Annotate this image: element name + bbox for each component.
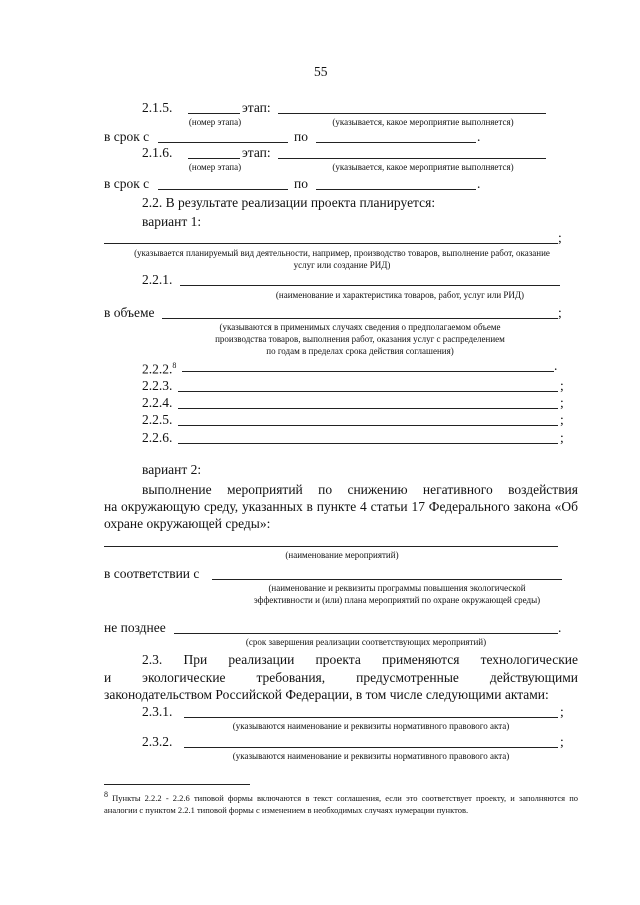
item-number: 2.2.5.	[142, 412, 173, 427]
blank-event[interactable]	[278, 158, 546, 159]
item-number: 2.2.1.	[142, 272, 173, 287]
blank-event[interactable]	[278, 113, 546, 114]
blank-volume[interactable]	[162, 318, 558, 319]
blank-item[interactable]	[178, 408, 558, 409]
blank-date-to[interactable]	[316, 142, 476, 143]
footnote-separator	[104, 784, 250, 785]
blank-item[interactable]	[178, 425, 558, 426]
blank-item[interactable]	[178, 443, 558, 444]
item-number: 2.2.2.$^8$	[142, 361, 177, 377]
term-from-label: в срок с	[104, 176, 150, 191]
section-2-3-text: 2.3. При реализации проекта применяются технологические	[142, 652, 578, 667]
hint-measures: (наименование мероприятий)	[285, 550, 399, 560]
section-2-3-text: законодательством Российской Федерации, в том числе следующими актами:	[104, 687, 549, 702]
hint-act: (указываются наименование и реквизиты нормативного правового акта)	[232, 721, 510, 731]
hint-act: (указываются наименование и реквизиты нормативного правового акта)	[232, 751, 510, 761]
variant-2-text: на окружающую среду, указанных в пункте 4 статьи 17 Федерального закона «Об	[104, 499, 578, 514]
hint-volume: (указываются в применимых случаях сведения о предполагаемом объеме	[219, 322, 501, 332]
hint-volume: по годам в пределах срока действия соглашения)	[266, 346, 454, 356]
blank-deadline[interactable]	[174, 633, 558, 634]
hint-volume: производства товаров, выполнения работ, оказания услуг с распределением	[215, 334, 505, 344]
blank-measures[interactable]	[104, 546, 558, 547]
hint-event: (указывается, какое мероприятие выполняется)	[332, 117, 514, 127]
semicolon: ;	[558, 305, 562, 320]
hint-activity: услуг или создание РИД)	[293, 260, 391, 270]
semicolon: ;	[560, 704, 564, 719]
blank-act[interactable]	[184, 747, 558, 748]
period: .	[554, 358, 558, 373]
item-number: 2.3.1.	[142, 704, 173, 719]
item-number: 2.2.4.	[142, 395, 173, 410]
item-number: 2.3.2.	[142, 734, 173, 749]
volume-label: в объеме	[104, 305, 155, 320]
period: .	[477, 129, 481, 144]
hint-stage-number: (номер этапа)	[188, 162, 242, 172]
footnote-mark: 8	[104, 790, 108, 799]
blank-activity[interactable]	[104, 243, 558, 244]
semicolon: ;	[560, 734, 564, 749]
hint-goods: (наименование и характеристика товаров, работ, услуг или РИД)	[275, 290, 525, 300]
semicolon: ;	[558, 230, 562, 245]
semicolon: ;	[560, 395, 564, 410]
footnote	[104, 789, 578, 816]
variant-2-text: выполнение мероприятий по снижению негативного воздействия	[142, 482, 578, 497]
footnote-text: Пункты 2.2.2 - 2.2.6 типовой формы включаются в текст соглашения, если это соответствует проекту, и заполняются по аналогии с пунктом 2.2.1 типовой формы с изменением в необходимых случаях нумерации пунктов.	[104, 792, 578, 815]
item-number: 2.1.6.	[142, 145, 173, 160]
footnote-ref: 8	[172, 361, 177, 370]
item-number: 2.1.5.	[142, 100, 173, 115]
semicolon: ;	[560, 430, 564, 445]
blank-date-to[interactable]	[316, 189, 476, 190]
section-2-2-heading: 2.2. В результате реализации проекта планируется:	[142, 195, 436, 210]
blank-date-from[interactable]	[158, 142, 288, 143]
variant-2-text: охране окружающей среды»:	[104, 516, 271, 531]
section-2-3-text: и экологические требования, предусмотренные действующими	[104, 670, 578, 685]
variant-2-label: вариант 2:	[142, 462, 202, 477]
blank-date-from[interactable]	[158, 189, 288, 190]
hint-stage-number: (номер этапа)	[188, 117, 242, 127]
blank-stage-number[interactable]	[188, 158, 240, 159]
deadline-label: не позднее	[104, 620, 166, 635]
hint-program: (наименование и реквизиты программы повышения экологической	[268, 583, 526, 593]
hint-event: (указывается, какое мероприятие выполняется)	[332, 162, 514, 172]
term-to-label: по	[294, 176, 308, 191]
variant-1-label: вариант 1:	[142, 214, 202, 229]
blank-stage-number[interactable]	[188, 113, 240, 114]
accordance-label: в соответствии с	[104, 566, 200, 581]
stage-label: этап:	[242, 145, 271, 160]
hint-activity: (указывается планируемый вид деятельности, например, производство товаров, выполнение работ, оказание	[134, 248, 550, 258]
semicolon: ;	[560, 412, 564, 427]
term-from-label: в срок с	[104, 129, 150, 144]
page-number: 55	[314, 64, 328, 79]
period: .	[558, 620, 562, 635]
stage-label: этап:	[242, 100, 271, 115]
semicolon: ;	[560, 378, 564, 393]
blank-goods[interactable]	[180, 285, 560, 286]
blank-item[interactable]	[178, 391, 558, 392]
term-to-label: по	[294, 129, 308, 144]
blank-program[interactable]	[212, 579, 562, 580]
item-number: 2.2.6.	[142, 430, 173, 445]
item-number: 2.2.3.	[142, 378, 173, 393]
blank-item[interactable]	[182, 371, 554, 372]
period: .	[477, 176, 481, 191]
hint-deadline: (срок завершения реализации соответствующих мероприятий)	[245, 637, 487, 647]
hint-program: эффективности и (или) плана мероприятий по охране окружающей среды)	[253, 595, 541, 605]
blank-act[interactable]	[184, 717, 558, 718]
